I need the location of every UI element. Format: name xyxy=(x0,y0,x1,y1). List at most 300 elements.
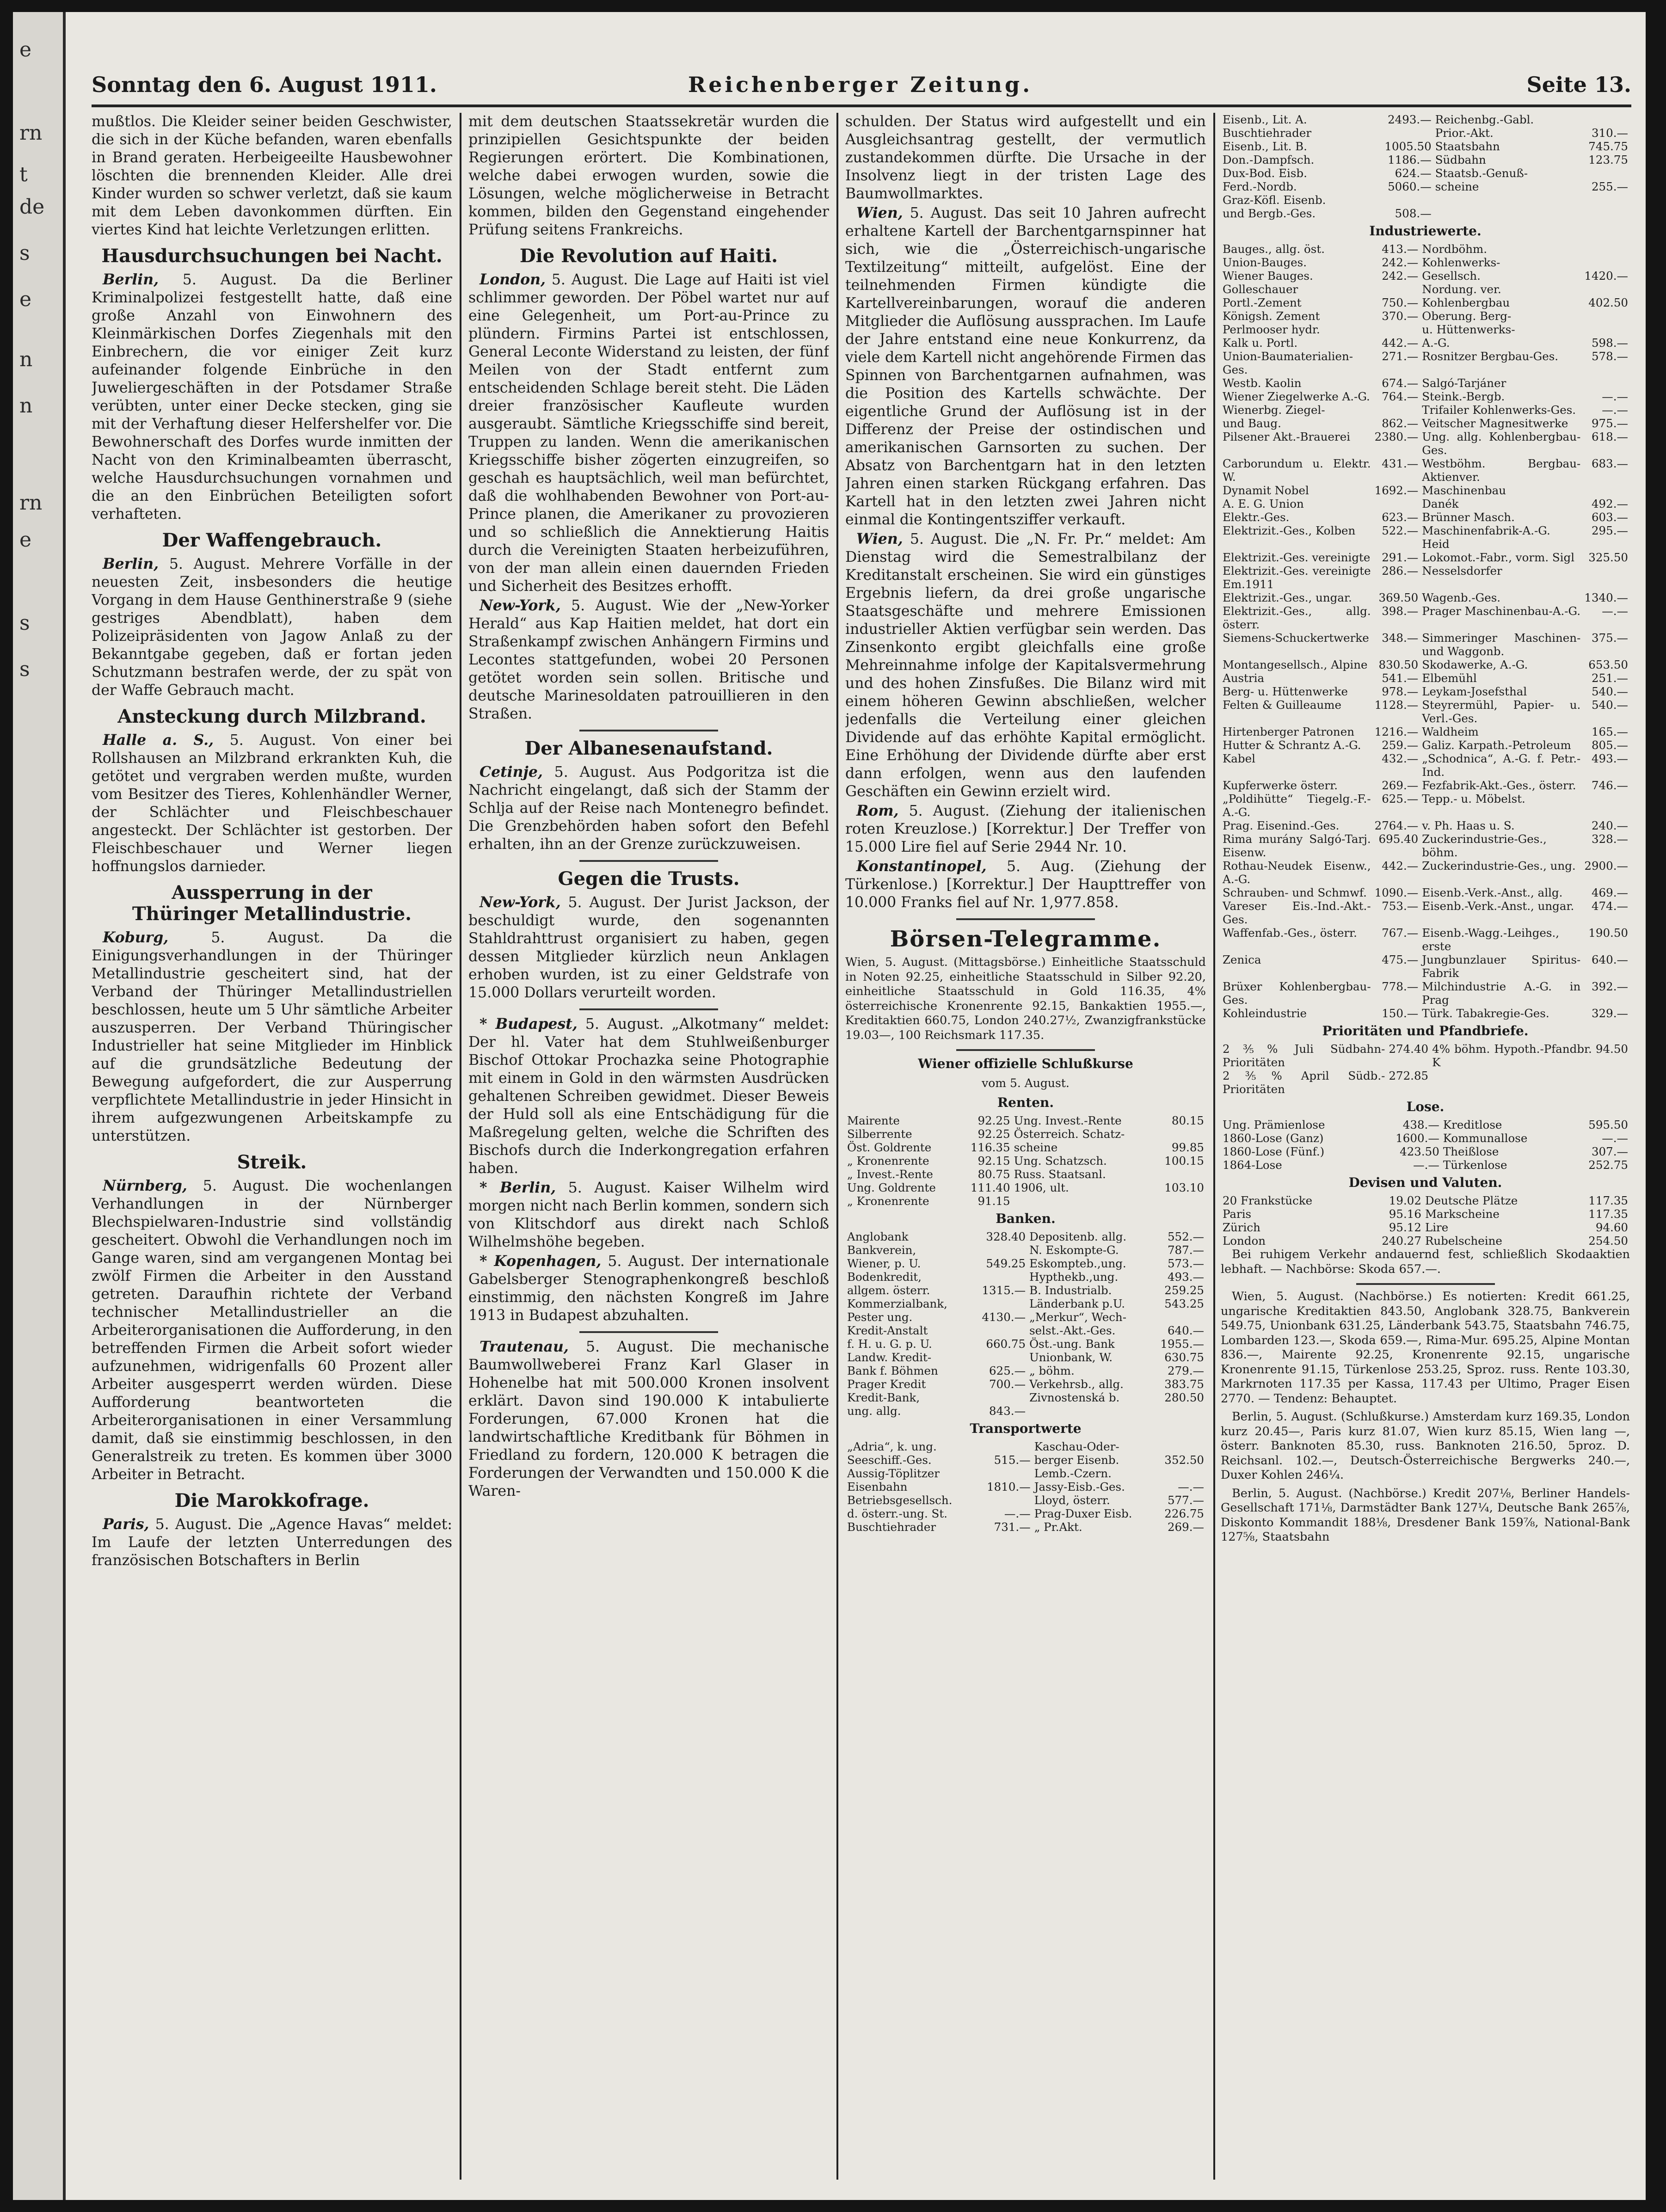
quote-value: 1600.— xyxy=(1396,1131,1439,1145)
quote-name: u. Hüttenwerks- xyxy=(1422,323,1515,336)
quote-name: Ung. Schatzsch. xyxy=(1014,1154,1107,1167)
dateline-place: Rom, xyxy=(856,802,899,819)
quote-name: Kupferwerke österr. xyxy=(1223,779,1338,792)
quote-name: Leykam-Josefsthal xyxy=(1422,685,1527,698)
article-heading: Die Marokkofrage. xyxy=(174,1490,369,1512)
quote-name: Carborundum u. Elektr. W. xyxy=(1223,457,1371,484)
article-paragraph xyxy=(468,1338,829,1500)
quote-name: Königsh. Zement xyxy=(1223,309,1320,323)
quote-value: 92.15 xyxy=(977,1154,1010,1167)
quote-row xyxy=(1221,725,1630,738)
quotes-section-heading: Devisen und Valuten. xyxy=(1348,1175,1502,1190)
quote-name: Wagenb.-Ges. xyxy=(1422,591,1501,604)
quote-name: Hypthekb.,ung. xyxy=(1029,1270,1119,1284)
article-paragraph xyxy=(468,270,829,596)
quote-name: v. Ph. Haas u. S. xyxy=(1422,819,1515,832)
quote-value xyxy=(971,1391,1027,1404)
quote-name: Südbahn xyxy=(1435,153,1486,166)
quotes-section-heading: Lose. xyxy=(1406,1099,1445,1114)
quote-value xyxy=(1582,564,1630,591)
dateline-place: Nürnberg, xyxy=(103,1177,187,1194)
article-heading: Streik. xyxy=(237,1151,307,1173)
article-paragraph xyxy=(468,596,829,723)
quote-value: 242.— xyxy=(1382,256,1419,269)
quote-value: 92.25 xyxy=(977,1114,1010,1127)
quote-value: 2380.— xyxy=(1374,430,1419,443)
quote-name: Wiener, p. U. xyxy=(847,1257,921,1270)
article-text: 5. Aug. (Ziehung der Türkenlose.) [Korrektur.] Der Haupttreffer von 10.000 Franks fiel auf Nr. 1,977.858. xyxy=(845,858,1206,911)
quote-row xyxy=(1221,484,1630,497)
quote-value xyxy=(1582,792,1630,819)
quote-row xyxy=(845,1480,1206,1493)
quote-name: Elektrizit.-Ges., ungar. xyxy=(1223,591,1352,604)
quotes-table-lose xyxy=(1221,1118,1630,1172)
quote-row xyxy=(1221,1158,1630,1172)
quote-row xyxy=(1221,323,1630,336)
quote-value: 674.— xyxy=(1382,376,1419,390)
quote-name: und Baug. xyxy=(1223,417,1281,430)
dateline-place: New-York, xyxy=(480,894,561,911)
quote-value: 94.60 xyxy=(1595,1221,1628,1234)
quote-name: Trifailer Kohlenwerks-Ges. xyxy=(1422,403,1576,417)
quote-row xyxy=(1221,309,1630,323)
newspaper-page xyxy=(13,12,1646,2200)
quote-value: 291.— xyxy=(1382,551,1419,564)
quote-name: „Schodnica“, A.-G. f. Petr.-Ind. xyxy=(1422,752,1581,779)
quote-value xyxy=(1149,1310,1206,1324)
quote-value: 103.10 xyxy=(1164,1181,1204,1194)
quote-name: Ung. allg. Kohlenbergbau-Ges. xyxy=(1422,430,1581,457)
quote-name: ung. allg. xyxy=(847,1404,901,1418)
quote-name: Waffenfab.-Ges., österr. xyxy=(1223,926,1357,940)
quote-row xyxy=(1221,671,1630,685)
quote-value: 80.15 xyxy=(1171,1114,1204,1127)
quote-value: 254.50 xyxy=(1588,1234,1628,1247)
quote-name: Union-Baumaterialien-Ges. xyxy=(1223,350,1353,376)
quote-name: Bauges., allg. öst. xyxy=(1223,242,1325,256)
quote-name: Elektrizit.-Ges. vereinigte xyxy=(1223,551,1371,564)
quote-name: 2⅗% April Südb.-Prioritäten xyxy=(1223,1069,1385,1096)
quote-name: Seeschiff.-Ges. xyxy=(847,1453,932,1467)
quote-row xyxy=(1221,497,1630,510)
section-rule xyxy=(956,918,1095,920)
quote-name: Kommunallose xyxy=(1443,1131,1528,1145)
quote-value: 1315.— xyxy=(982,1284,1026,1297)
quote-value: 92.25 xyxy=(977,1127,1010,1141)
quote-name: Staatsb.-Genuß- xyxy=(1435,166,1528,180)
quote-name: Montangesellsch., Alpine xyxy=(1223,658,1368,671)
article-continuation: schulden. Der Status wird aufgestellt und ein Ausgleichsantrag gestellt, der vermutlich zustandekommen dürfte. Die Ursache in der Insolvenz liegt in der tristen Lage des Baumwollmarktes. xyxy=(845,113,1206,202)
quote-row xyxy=(845,1440,1206,1453)
quote-row xyxy=(1221,417,1630,430)
quote-value: 624.— xyxy=(1395,166,1432,180)
quote-value: 492.— xyxy=(1591,497,1628,510)
quote-value: —.— xyxy=(1413,1158,1439,1172)
quotes-section-heading: Prioritäten und Pfandbriefe. xyxy=(1322,1023,1529,1038)
article-heading: Der Waffengebrauch. xyxy=(162,529,382,551)
stock-section-heading: Börsen-Telegramme. xyxy=(890,926,1162,952)
quote-row xyxy=(1221,256,1630,269)
quote-value: 100.15 xyxy=(1164,1154,1204,1167)
quote-row xyxy=(1221,1145,1630,1158)
quotes-table-industrie xyxy=(1221,242,1630,1020)
section-rule xyxy=(1356,1283,1495,1285)
quotes-section-heading: Industriewerte. xyxy=(1369,223,1482,239)
quote-value: 1128.— xyxy=(1374,698,1419,712)
column-divider xyxy=(836,113,838,2180)
quote-value: 843.— xyxy=(989,1404,1026,1418)
quote-name: Rosnitzer Bergbau-Ges. xyxy=(1422,350,1559,363)
quote-name: Prager Kredit xyxy=(847,1377,926,1391)
quote-value: 830.50 xyxy=(1378,658,1419,671)
quotes-section-heading: Banken. xyxy=(996,1211,1056,1226)
article-text: 5. August. Mehrere Vorfälle in der neuesten Zeit, insbesonders die heutige Vorgang in dem Hause Genthinerstraße 9 (siehe gestriges Abendblatt), haben dem Polizeipräsidenten von Jagow Anlaß zu der Bekanntgabe gegeben, daß er fortan jeden Schutzmann bestrafen werde, der zu spät von der Waffe Gebrauch macht. xyxy=(92,556,452,699)
article-text: 5. August. Die wochenlangen Verhandlungen in der Nürnberger Blechspielwaren-Industrie sind vollständig gescheitert. Obwohl die Verhandlungen noch im Gange waren, sind am vergangenen Montag bei zwölf Firmen die Arbeiter in den Ausstand getreten. Daraufhin richtete der Verband technischer Metallindustrieller an die Arbeiterorganisationen die Aufforderung, in den betreffenden Firmen die Arbeit sofort wieder aufzunehmen, widrigenfalls 60 Prozent aller Arbeiter ausgesperrt werden würden. Diese Aufforderung beantworteten die Arbeiterorganisationen in einer Versammlung damit, daß sie einstimmig beschlossen, in den Generalstreik zu treten. Es kommen über 3000 Arbeiter in Betracht. xyxy=(92,1178,452,1483)
quote-name: Golleschauer xyxy=(1223,283,1298,296)
quote-value xyxy=(1153,1127,1206,1141)
quote-value: 595.50 xyxy=(1588,1118,1628,1131)
quote-row xyxy=(1221,1221,1630,1234)
quote-name: Schrauben- und Schmwf. xyxy=(1223,886,1367,899)
quote-row xyxy=(1221,376,1630,390)
quote-row xyxy=(1221,336,1630,350)
quote-name: A. E. G. Union xyxy=(1223,497,1304,510)
quote-row xyxy=(1221,1007,1630,1020)
quote-value xyxy=(1373,323,1420,336)
quote-value: 279.— xyxy=(1167,1364,1204,1377)
quote-value: 94.50 xyxy=(1595,1042,1628,1056)
quote-value: 348.— xyxy=(1382,631,1419,645)
quote-row xyxy=(845,1467,1206,1480)
article-text: 5. August. Von einer bei Rollshausen an Milzbrand erkrankten Kuh, die getötet und vergraben werden mußte, wurden vom Besitzer des Tieres, Kohlenhändler Werner, der Schlächter und Fleischbeschauer angesteckt. Der Schlächter ist gestorben. Der Fleischbeschauer und Werner liegen hoffnungslos darnieder. xyxy=(92,732,452,875)
article-paragraph xyxy=(468,893,829,1002)
section-rule xyxy=(956,1049,1095,1051)
quote-value: 552.— xyxy=(1167,1230,1204,1243)
article-text: 5. August. Aus Podgoritza ist die Nachricht eingelangt, daß sich der Stamm der Schlja auf der Reise nach Montenegro befindet. Die Grenzbehörden haben sofort den Befehl erhalten, ihn an der Grenze zurückzuweisen. xyxy=(468,764,829,853)
quote-value: 431.— xyxy=(1382,457,1419,470)
column-4 xyxy=(1221,113,1630,2184)
quote-name: Markscheine xyxy=(1425,1207,1500,1221)
quote-name: Österreich. Schatz- xyxy=(1014,1127,1125,1141)
quote-name: Kohleindustrie xyxy=(1223,1007,1307,1020)
quote-value xyxy=(971,1324,1027,1337)
quote-row xyxy=(845,1154,1206,1167)
quote-value: 541.— xyxy=(1382,671,1419,685)
quote-name: Zuckerindustrie-Ges., böhm. xyxy=(1422,832,1547,859)
article-text: 5. August. (Ziehung der italienischen roten Kreuzlose.) [Korrektur.] Der Treffer von 15.000 Lire fiel auf Serie 2944 Nr. 10. xyxy=(845,803,1206,855)
quote-row xyxy=(1221,1042,1630,1069)
quote-name: Jungbunzlauer Spiritus-Fabrik xyxy=(1422,953,1581,980)
quote-value: 91.15 xyxy=(977,1194,1010,1208)
quote-name: Maschinenfabrik-A.-G. Heid xyxy=(1422,524,1550,551)
quote-value: 750.— xyxy=(1382,296,1419,309)
quote-name: Rothau-Neudek Eisenw., A.-G. xyxy=(1223,859,1371,886)
quote-name: Prior.-Akt. xyxy=(1435,126,1494,140)
quote-name: Eskompteb.,ung. xyxy=(1029,1257,1126,1270)
quote-name: 4% böhm. Hypoth.-Pfandbr. K xyxy=(1432,1042,1592,1069)
article-paragraph xyxy=(468,1015,829,1178)
quote-value: 226.75 xyxy=(1164,1507,1204,1520)
quote-row xyxy=(1221,457,1630,484)
quote-name: Brünner Masch. xyxy=(1422,510,1515,524)
header-date: Sonntag den 6. August 1911. xyxy=(92,72,437,97)
edge-fragment: e xyxy=(19,38,32,61)
quote-name: Kredit-Bank, xyxy=(847,1391,920,1404)
quote-value: 787.— xyxy=(1167,1243,1204,1257)
quote-value: 259.25 xyxy=(1164,1284,1204,1297)
quote-name: Hirtenberger Patronen xyxy=(1223,725,1354,738)
quote-row xyxy=(845,1391,1206,1404)
dateline-place: Paris, xyxy=(103,1516,149,1533)
quote-name: Zenica xyxy=(1223,953,1261,966)
article-heading: Thüringer Metallindustrie. xyxy=(132,903,412,925)
quote-value: 778.— xyxy=(1382,980,1419,993)
quote-name: Hutter & Schrantz A.-G. xyxy=(1223,738,1361,752)
quote-row xyxy=(845,1257,1206,1270)
quote-name: Anglobank xyxy=(847,1230,909,1243)
quote-name: Kredit-Anstalt xyxy=(847,1324,928,1337)
quote-name: Buschtiehrader xyxy=(847,1520,936,1534)
quote-row xyxy=(1221,140,1630,153)
article-continuation: mit dem deutschen Staatssekretär wurden die prinzipiellen Gesichtspunkte der beiden Regierungen erörtert. Die Kombinationen, welche dabei erwogen wurden, sowie die Lösungen, welche möglicherweise in Betracht kommen, bilden den Gegenstand eingehender Prüfung seitens Frankreichs. xyxy=(468,113,829,238)
quote-name: Unionbank, W. xyxy=(1029,1351,1113,1364)
quote-row xyxy=(1221,698,1630,725)
quote-name: Öst.-ung. Bank xyxy=(1029,1337,1115,1351)
quote-name: 1906, ult. xyxy=(1014,1181,1069,1194)
header-page-number: Seite 13. xyxy=(1526,72,1631,97)
article-text: 5. August. Die Lage auf Haiti ist viel schlimmer geworden. Der Pöbel wartet nur auf eine Gelegenheit, um Port-au-Prince zu plündern. Firmins Partei ist entschlossen, General Leconte Widerstand zu leisten, der fünf Meilen von der Stadt entfernt zum entscheidenden Schlage bereit steht. Die Läden dreier französischer Kaufleute wurden ausgeraubt. Sämtliche Kriegsschiffe sind bereit, Truppen zu landen. Wenn die amerikanischen Kriegsschiffe bisher zögerten einzugreifen, so geschah es hauptsächlich, weil man befürchtet, daß die wohlhabenden Bewohner von Port-au-Prince planen, die Amerikaner zu provozieren und so schließlich die Annektierung Haitis durch die Vereinigten Staaten herbeizuführen, von der man allein einen dauernden Frieden und Sicherheit des Besitzes erhofft. xyxy=(468,271,829,595)
market-report: Berlin, 5. August. (Schlußkurse.) Amsterdam kurz 169.35, London kurz 20.45—, Paris kurz 81.07, Wien kurz 85.15, Wien lang —, österr. Banknoten 85.30, russ. Banknoten 216.50, 5proz. D. Reichsanl. 102.—, Deutsch-Österreichische Bergwerks 240.—, Duxer Kohlen 246¼. xyxy=(1221,1410,1630,1482)
quote-value: 660.75 xyxy=(986,1337,1026,1351)
quote-name: Union-Bauges. xyxy=(1223,256,1307,269)
quote-value xyxy=(1582,309,1630,323)
quote-name: Eisenb.-Verk.-Anst., allg. xyxy=(1422,886,1563,899)
quote-name: Paris xyxy=(1223,1207,1252,1221)
quote-value xyxy=(971,1270,1027,1284)
quote-name: Nesselsdorfer xyxy=(1422,564,1502,578)
quote-value: 515.— xyxy=(994,1453,1031,1467)
quote-name xyxy=(1027,1404,1149,1418)
quote-row xyxy=(1221,792,1630,819)
quote-row xyxy=(1221,296,1630,309)
quote-name: Bodenkredit, xyxy=(847,1270,922,1284)
quote-value: 310.— xyxy=(1591,126,1628,140)
quote-row xyxy=(845,1453,1206,1467)
quotes-section-heading: Renten. xyxy=(997,1095,1054,1110)
quote-name: d. österr.-ung. St. xyxy=(847,1507,947,1520)
dateline-place: * Berlin, xyxy=(480,1179,556,1196)
quote-row xyxy=(1221,283,1630,296)
quote-value xyxy=(1365,126,1433,140)
quote-name: Elektr.-Ges. xyxy=(1223,510,1290,524)
dateline-place: Berlin, xyxy=(103,555,159,572)
quote-name: Kohlenbergbau xyxy=(1422,296,1510,309)
quote-value: 286.— xyxy=(1382,564,1419,578)
quote-row xyxy=(845,1404,1206,1418)
edge-fragment: s xyxy=(19,611,30,635)
quote-row xyxy=(1221,658,1630,671)
article-text: 5. August. Da die Einigungsverhandlungen in der Thüringer Metallindustrie gescheitert sind, hat der Verband der Thüringer Metallindustriellen beschlossen, heute um 5 Uhr sämtliche Arbeiter auszusperren. Der Verband Thüringischer Industrieller hat seine Mitglieder im Hinblick auf die grundsätzliche Bedeutung der Bewegung aufgefordert, die zur Ausperrung verpflichtete Metallindustrie in jeder Hinsicht in ihrem aufgezwungenen Arbeitskampfe zu unterstützen. xyxy=(92,929,452,1144)
quote-value: 1955.— xyxy=(1160,1337,1204,1351)
article-continuation: mußtlos. Die Kleider seiner beiden Geschwister, die sich in der Küche befanden, waren ebenfalls in Brand geraten. Herbeigeeilte Hausbewohner löschten die brennenden Kleider. Alle drei Kinder wurden so schwer verletzt, daß sie kaum mit dem Leben davonkommen dürften. Ein viertes Kind hat leichte Verletzungen erlitten. xyxy=(92,113,452,238)
quote-row xyxy=(1221,779,1630,792)
quote-name: A.-G. xyxy=(1422,336,1450,350)
quote-value: 328.40 xyxy=(986,1230,1026,1243)
dateline-place: Koburg, xyxy=(103,929,169,946)
quote-row xyxy=(1221,1069,1630,1096)
quote-name: Elbemühl xyxy=(1422,671,1477,685)
quote-name: Elektrizit.-Ges., Kolben xyxy=(1223,524,1356,537)
article-heading: Gegen die Trusts. xyxy=(558,868,740,890)
quote-name: Elektrizit.-Ges. vereinigte Em.1911 xyxy=(1223,564,1371,591)
quote-value: 352.50 xyxy=(1164,1453,1204,1467)
quote-value: 975.— xyxy=(1591,417,1628,430)
quote-name: Danék xyxy=(1422,497,1459,510)
quote-value: 2493.— xyxy=(1388,113,1432,126)
quote-name: Steyrermühl, Papier- u. Verl.-Ges. xyxy=(1422,698,1581,725)
quote-row xyxy=(1221,591,1630,604)
quote-value xyxy=(976,1493,1033,1507)
article-paragraph xyxy=(92,928,452,1145)
quote-value: 522.— xyxy=(1382,524,1419,537)
quote-name: Kalk u. Portl. xyxy=(1223,336,1298,350)
article-text: 5. August. Der Jurist Jackson, der beschuldigt wurde, den sogenannten Stahldrahttrust organisiert zu haben, gegen dessen Mitglieder kürzlich neun Anklagen erhoben wurden, ist zu einer Geldstrafe von 15.000 Dollars verurteilt worden. xyxy=(468,894,829,1001)
article-paragraph xyxy=(845,530,1206,801)
quote-value xyxy=(1594,1069,1630,1096)
quote-name: Wiener Ziegelwerke A.-G. xyxy=(1223,390,1370,403)
quote-name: B. Industrialb. xyxy=(1029,1284,1112,1297)
quote-name xyxy=(1433,193,1572,207)
quote-row xyxy=(1221,886,1630,899)
quote-name: Brüxer Kohlenbergbau-Ges. xyxy=(1223,980,1371,1007)
quote-value: 508.— xyxy=(1395,207,1432,220)
quote-name: Felten & Guilleaume xyxy=(1223,698,1341,712)
quote-name: 1860-Lose (Fünf.) xyxy=(1223,1145,1325,1158)
quote-value: 383.75 xyxy=(1164,1377,1204,1391)
quote-value: 625.— xyxy=(989,1364,1026,1377)
quote-name: und Bergb.-Ges. xyxy=(1223,207,1316,220)
edge-fragment: e xyxy=(19,288,32,311)
quote-name: Kabel xyxy=(1223,752,1255,765)
quote-name: Eisenbahn xyxy=(847,1480,908,1493)
quote-value xyxy=(1572,207,1630,220)
edge-fragment: de xyxy=(19,195,45,219)
quote-row xyxy=(1221,430,1630,457)
article-paragraph xyxy=(845,857,1206,912)
quote-row xyxy=(1221,524,1630,551)
dateline-place: Halle a. S., xyxy=(103,731,214,749)
quote-row xyxy=(1221,926,1630,953)
quote-value: 640.— xyxy=(1167,1324,1204,1337)
quote-value: 764.— xyxy=(1382,390,1419,403)
quote-value: 242.— xyxy=(1382,269,1419,283)
quote-name: Ferd.-Nordb. xyxy=(1223,180,1297,193)
quote-name: Öst. Goldrente xyxy=(847,1141,932,1154)
quote-name: Landw. Kredit- xyxy=(847,1351,932,1364)
quote-name: Westböhm. Bergbau-Aktienver. xyxy=(1422,457,1581,484)
quote-row xyxy=(1221,180,1630,193)
section-rule xyxy=(579,1331,718,1333)
quote-row xyxy=(845,1194,1206,1208)
article-paragraph xyxy=(468,763,829,854)
quote-row xyxy=(845,1181,1206,1194)
article-text: 5. August. Das seit 10 Jahren aufrecht erhaltene Kartell der Barchentgarnspinner hat sich, wie die „Österreichisch-ungarische Textilzeitung“ mitteilt, aufgelöst. Eine der teilnehmenden Firmen kündigte die Kartellvereinbarungen, worauf die anderen Mitglieder die Auflösung aussprachen. Im Laufe der Jahre entstand eine neue Konkurrenz, da viele dem Kartell nicht angehörende Firmen das Spinnen von Barchentgarnen aufnahmen, was die Position des Kartells schwächte. Der eigentliche Grund der Auflösung ist in der Differenz der Preise der ostindischen und amerikanischen Garnsorten zu suchen. Der Absatz von Barchentgarn hat in den letzten Jahren einen starken Rückgang erfahren. Das Kartell hat in den letzten zwei Jahren nicht einmal die Kontingentsziffer verkauft. xyxy=(845,205,1206,528)
quote-value: —.— xyxy=(1602,1131,1628,1145)
quote-value: 862.— xyxy=(1382,417,1419,430)
quote-name: berger Eisenb. xyxy=(1034,1453,1119,1467)
quote-row xyxy=(1221,1118,1630,1131)
quote-name: „ böhm. xyxy=(1029,1364,1075,1377)
quote-name: Steink.-Bergb. xyxy=(1422,390,1505,403)
quote-value xyxy=(1582,376,1630,390)
quote-name: Eisenb., Lit. A. xyxy=(1223,113,1307,126)
quote-value: 442.— xyxy=(1382,859,1419,873)
article-heading: Ansteckung durch Milzbrand. xyxy=(117,706,426,727)
quote-name: Galiz. Karpath.-Petroleum xyxy=(1422,738,1571,752)
quote-value: 438.— xyxy=(1402,1118,1439,1131)
column-1 xyxy=(92,113,452,2184)
quote-value: 442.— xyxy=(1382,336,1419,350)
quote-row xyxy=(1221,752,1630,779)
quote-value: 269.— xyxy=(1382,779,1419,792)
quote-value: 630.75 xyxy=(1164,1351,1204,1364)
quote-name xyxy=(1430,1069,1594,1096)
dateline-place: Wien, xyxy=(856,204,903,221)
quote-name: Lire xyxy=(1425,1221,1449,1234)
quote-value: 252.75 xyxy=(1588,1158,1628,1172)
dateline-place: Konstantinopel, xyxy=(856,858,987,875)
quote-value: 4130.— xyxy=(982,1310,1026,1324)
quote-value: 767.— xyxy=(1382,926,1419,940)
quote-row xyxy=(1221,390,1630,403)
quote-value xyxy=(1373,283,1420,296)
quote-value: 116.35 xyxy=(970,1141,1010,1154)
article-paragraph xyxy=(845,802,1206,856)
quote-row xyxy=(1221,1194,1630,1207)
quote-value: 577.— xyxy=(1167,1493,1204,1507)
article-paragraph xyxy=(468,1252,829,1325)
quote-value: 117.35 xyxy=(1588,1194,1628,1207)
quote-name: N. Eskompte-G. xyxy=(1029,1243,1119,1257)
quote-name: 2⅗% Juli Südbahn-Prioritäten xyxy=(1223,1042,1385,1069)
quote-row xyxy=(1221,269,1630,283)
quote-value: 753.— xyxy=(1382,899,1419,913)
quote-value: 295.— xyxy=(1591,524,1628,537)
quote-value: 469.— xyxy=(1591,886,1628,899)
quote-row xyxy=(1221,153,1630,166)
article-text: 5. August. „Alkotmany“ meldet: Der hl. Vater hat dem Stuhlweißenburger Bischof Ottokar Prochazka seine Photographie mit einem in Gold in den wärmsten Ausdrücken gehaltenen Schreiben gewidmet. Dieser Beweis der Huld soll als eine Entschädigung für die Maßregelung gelten, welche die Schriften des Bischofs durch die Inderkongregation erfahren haben. xyxy=(468,1016,829,1177)
quote-value: 423.50 xyxy=(1400,1145,1439,1158)
quote-row xyxy=(845,1324,1206,1337)
dateline-place: * Budapest, xyxy=(480,1015,578,1032)
quote-value: 259.— xyxy=(1382,738,1419,752)
quote-row xyxy=(1221,551,1630,564)
quote-value xyxy=(1153,1194,1206,1208)
quote-value: 307.— xyxy=(1591,1145,1628,1158)
quote-value: —.— xyxy=(1602,604,1628,618)
quote-row xyxy=(1221,1131,1630,1145)
quote-name: Bank f. Böhmen xyxy=(847,1364,938,1377)
page-header xyxy=(92,68,1631,104)
article-heading: Der Albanesenaufstand. xyxy=(524,737,773,759)
quote-value: 329.— xyxy=(1591,1007,1628,1020)
quote-row xyxy=(1221,113,1630,126)
quote-value xyxy=(1373,403,1420,417)
quote-name: f. H. u. G. p. U. xyxy=(847,1337,932,1351)
quote-value: 598.— xyxy=(1591,336,1628,350)
quote-value: 1420.— xyxy=(1584,269,1628,283)
quote-value: 402.50 xyxy=(1588,296,1628,309)
